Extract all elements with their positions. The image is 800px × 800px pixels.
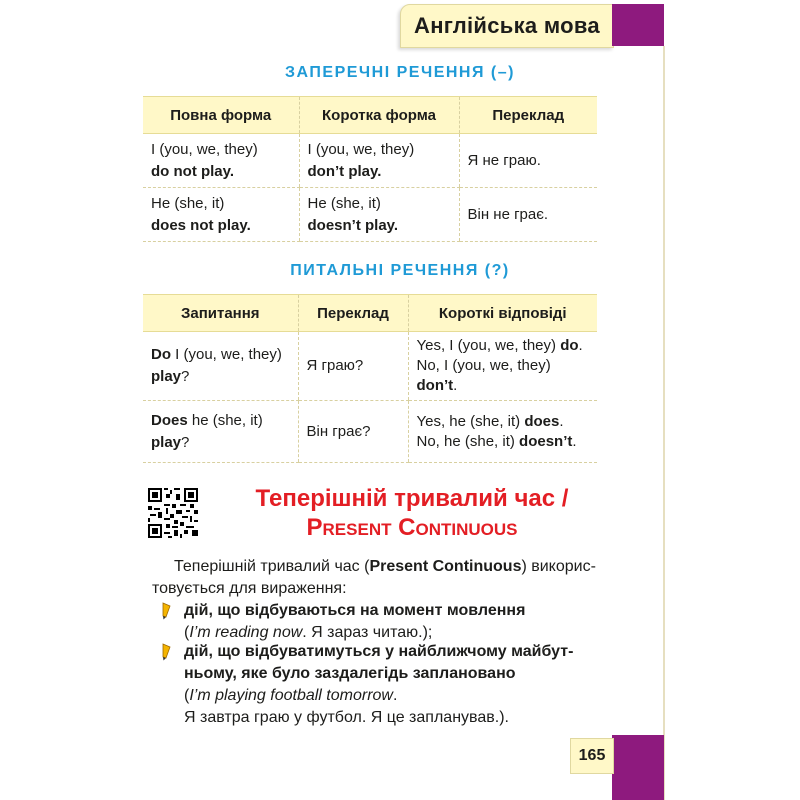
short-form-cell: He (she, it) doesn’t play. bbox=[299, 188, 459, 242]
questions-table bbox=[143, 294, 597, 463]
translation-cell: Я граю? bbox=[298, 332, 408, 401]
question-cell: Does he (she, it) play? bbox=[143, 401, 298, 463]
bullet-item-1: дій, що відбуваються на момент мовлення (I’m reading now. Я зараз читаю.); bbox=[184, 602, 526, 641]
full-form-cell: I (you, we, they) do not play. bbox=[143, 134, 299, 188]
page-edge bbox=[663, 46, 665, 800]
questions-table-header bbox=[143, 295, 597, 332]
full-form-cell: He (she, it) does not play. bbox=[143, 188, 299, 242]
column-header: Запитання bbox=[143, 295, 298, 332]
subject-tab bbox=[400, 4, 614, 48]
column-header: Коротка форма bbox=[299, 97, 459, 134]
short-form-cell: I (you, we, they) don’t play. bbox=[299, 134, 459, 188]
table-row bbox=[143, 401, 597, 463]
page-number-label: 165 bbox=[578, 747, 606, 764]
title-line-2: Present Continuous bbox=[306, 514, 518, 541]
qr-code-icon[interactable] bbox=[148, 488, 198, 538]
negative-section-title: ЗАПЕРЕЧНІ РЕЧЕННЯ (–) bbox=[285, 64, 515, 81]
table-row bbox=[143, 188, 597, 242]
column-header: Повна форма bbox=[143, 97, 299, 134]
subject-tab-marker bbox=[612, 4, 664, 46]
column-header: Короткі відповіді bbox=[408, 295, 597, 332]
short-answer-cell: Yes, I (you, we, they) do. No, I (you, we, they) don’t. bbox=[408, 332, 597, 401]
subject-label: Англійська мова bbox=[414, 13, 600, 38]
translation-cell: Я не граю. bbox=[459, 134, 597, 188]
title-line-1: Теперішній тривалий час / bbox=[255, 485, 569, 512]
pencil-icon bbox=[160, 643, 172, 661]
column-header: Переклад bbox=[459, 97, 597, 134]
translation-cell: Він грає? bbox=[298, 401, 408, 463]
pencil-icon bbox=[160, 602, 172, 620]
translation-cell: Він не грає. bbox=[459, 188, 597, 242]
negative-table bbox=[143, 96, 597, 242]
table-row bbox=[143, 134, 597, 188]
negative-table-header bbox=[143, 97, 597, 134]
column-header: Переклад bbox=[298, 295, 408, 332]
intro-paragraph: Теперішній тривалий час (Present Continuous) викорис- товується для вираження: bbox=[152, 558, 596, 597]
bullet-item-2: дій, що відбуватимуться у найближчому майбут- ньому, яке було заздалегідь заплановано (I’m playing football tomorrow. Я завтра граю у футбол. Я це запланував.). bbox=[184, 643, 574, 726]
page-corner-marker bbox=[612, 735, 664, 800]
question-cell: Do I (you, we, they) play? bbox=[143, 332, 298, 401]
short-answer-cell: Yes, he (she, it) does. No, he (she, it) doesn’t. bbox=[408, 401, 597, 463]
present-continuous-title bbox=[212, 484, 612, 542]
page-number bbox=[570, 738, 614, 774]
questions-section-title: ПИТАЛЬНІ РЕЧЕННЯ (?) bbox=[290, 262, 510, 279]
table-row bbox=[143, 332, 597, 401]
